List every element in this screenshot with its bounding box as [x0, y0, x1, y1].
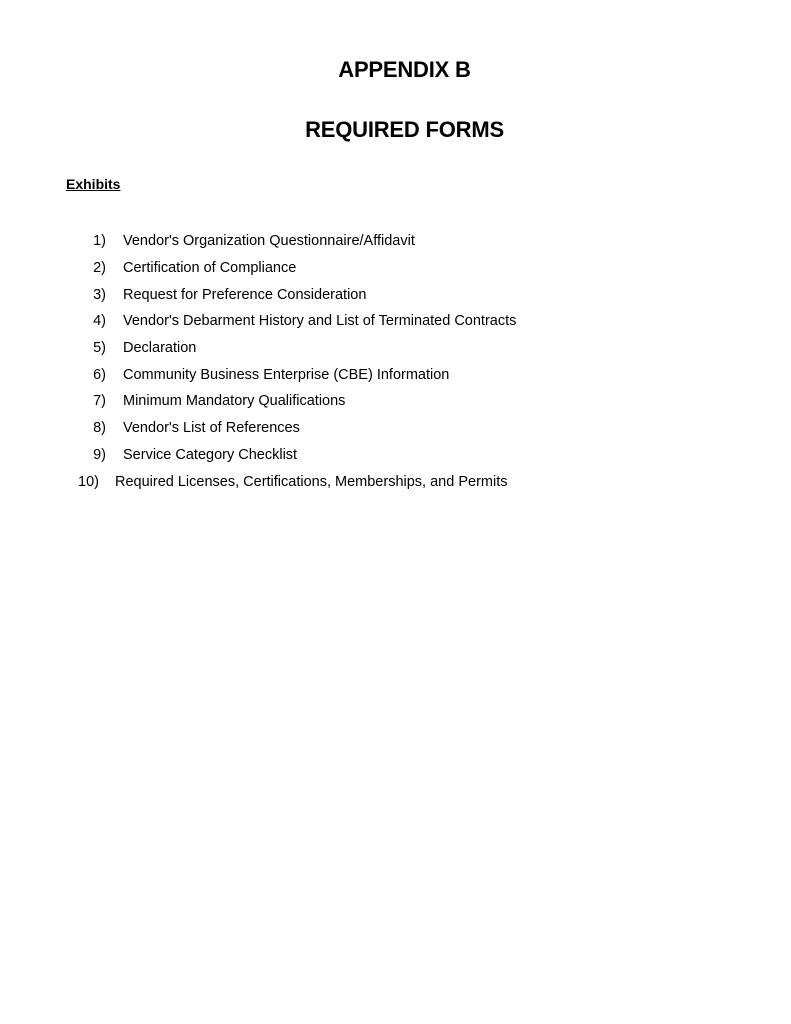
- exhibit-item: [78, 468, 516, 495]
- exhibit-label: Vendor's Organization Questionnaire/Affidavit: [123, 233, 415, 250]
- exhibit-label: Required Licenses, Certifications, Memberships, and Permits: [115, 473, 508, 490]
- exhibit-item: [86, 388, 516, 415]
- exhibit-number: 6): [93, 366, 106, 383]
- exhibit-item: [86, 308, 516, 335]
- exhibit-item: [86, 228, 516, 255]
- exhibit-number: 4): [93, 313, 106, 330]
- exhibit-item: [86, 281, 516, 308]
- exhibit-number: 10): [78, 473, 99, 490]
- exhibit-number: 1): [93, 233, 106, 250]
- exhibit-number: 2): [93, 260, 106, 277]
- exhibit-label: Certification of Compliance: [123, 260, 297, 277]
- exhibit-item: [86, 255, 516, 282]
- exhibits-heading: Exhibits: [66, 176, 121, 192]
- exhibit-item: [86, 335, 516, 362]
- exhibit-label: Minimum Mandatory Qualifications: [123, 393, 346, 410]
- exhibit-number: 9): [93, 446, 106, 463]
- exhibit-item: [86, 415, 516, 442]
- exhibit-label: Service Category Checklist: [123, 446, 298, 463]
- exhibit-item: [86, 442, 516, 469]
- exhibit-item: [86, 361, 516, 388]
- exhibit-number: 3): [93, 286, 106, 303]
- exhibit-number: 8): [93, 420, 106, 437]
- exhibit-label: Vendor's List of References: [123, 420, 300, 437]
- exhibit-number: 5): [93, 340, 106, 357]
- appendix-title: APPENDIX B: [338, 57, 471, 82]
- exhibit-label: Request for Preference Consideration: [123, 286, 367, 303]
- exhibit-label: Community Business Enterprise (CBE) Information: [123, 366, 450, 383]
- exhibit-label: Vendor's Debarment History and List of Terminated Contracts: [123, 313, 517, 330]
- required-forms-title: REQUIRED FORMS: [305, 117, 504, 142]
- exhibit-label: Declaration: [123, 340, 197, 357]
- exhibit-number: 7): [93, 393, 106, 410]
- exhibit-list: [78, 228, 517, 495]
